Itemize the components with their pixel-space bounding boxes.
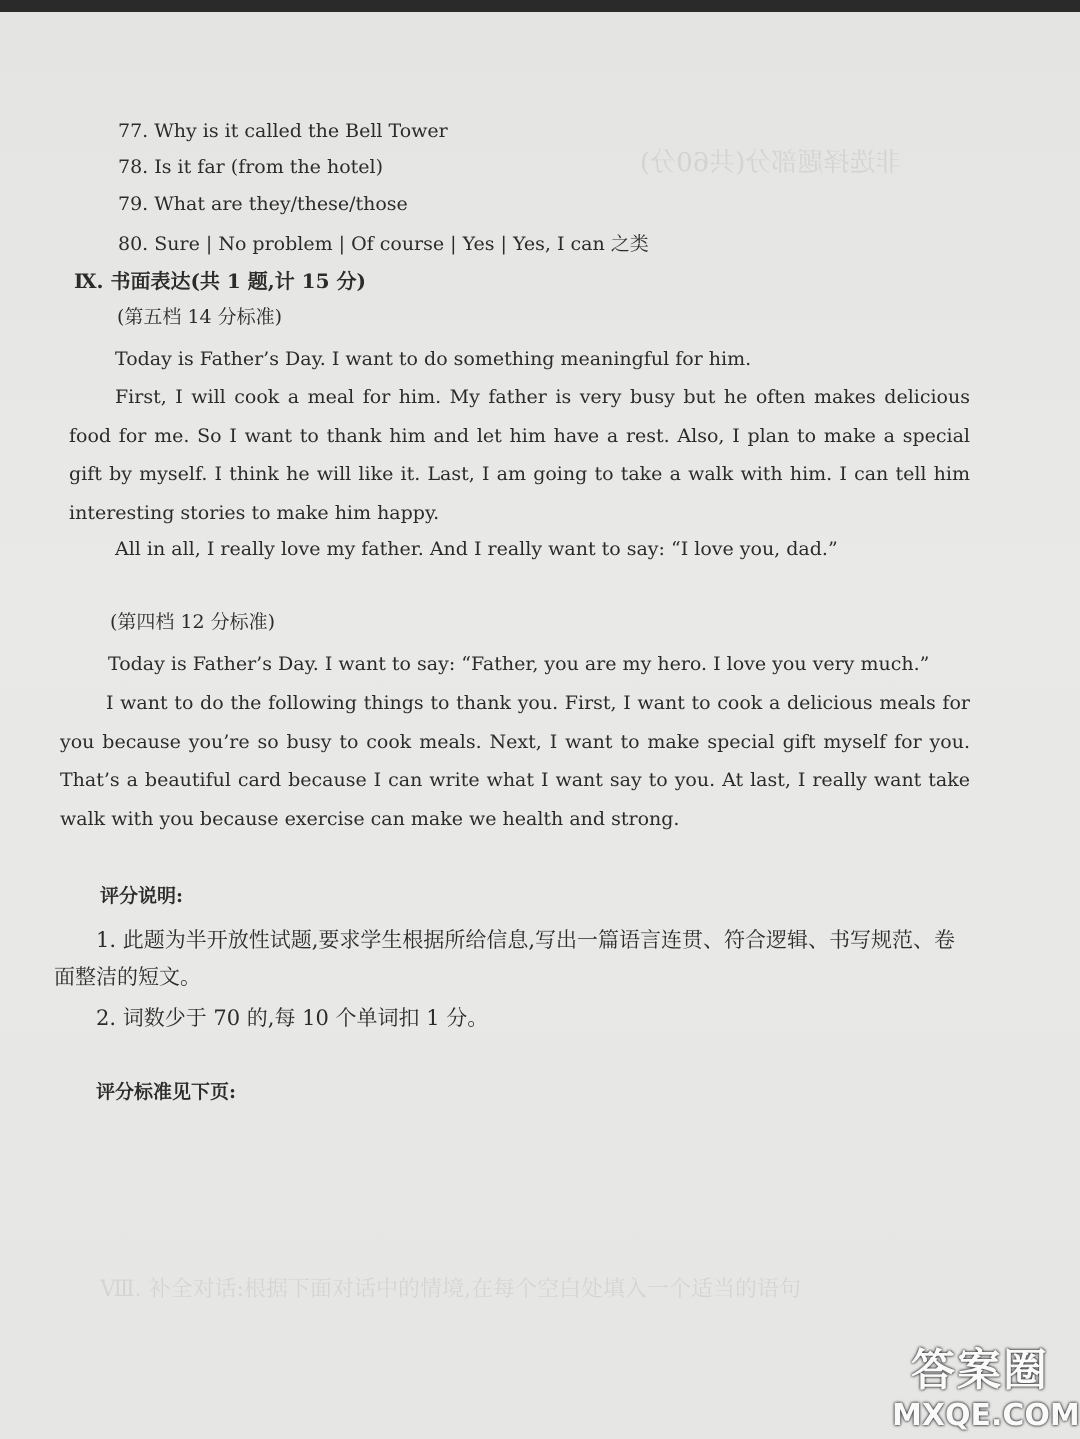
tier5-label: (第五档 14 分标准) xyxy=(117,306,283,328)
tier5-paragraph-3: All in all, I really love my father. And I really want to say: “I love you, dad.” xyxy=(115,538,838,560)
tier4-label: (第四档 12 分标准) xyxy=(110,611,276,633)
tier5-paragraph-2: First, I will cook a meal for him. My father is very busy but he often makes delicious food for me. So I want to thank him and let him have a rest. Also, I plan to make a special gift by myself. I think he will like it. Last, I am going to take a walk with him. I can tell him interesting stories to make him happy. xyxy=(69,386,970,524)
answer-77: 77. Why is it called the Bell Tower xyxy=(118,120,448,142)
scoring-item-2: 2. 词数少于 70 的,每 10 个单词扣 1 分。 xyxy=(96,1006,489,1030)
scoring-title: 评分说明: xyxy=(100,885,184,907)
scoring-footer: 评分标准见下页: xyxy=(96,1081,237,1103)
watermark-logo: 答案圈 MXQE.COM xyxy=(892,1345,1080,1433)
tier5-paragraph-1: Today is Father’s Day. I want to do something meaningful for him. xyxy=(115,348,752,370)
section-title: Ⅸ. 书面表达(共 1 题,计 15 分) xyxy=(74,269,366,293)
document-page xyxy=(0,12,1080,1439)
answer-78: 78. Is it far (from the hotel) xyxy=(118,156,384,178)
answer-79: 79. What are they/these/those xyxy=(118,193,408,215)
bleed-through-decoration: 非选择题部分(共60分) xyxy=(640,148,902,178)
tier4-paragraph-1: Today is Father’s Day. I want to say: “Father, you are my hero. I love you very much.” xyxy=(108,653,930,675)
answer-80: 80. Sure | No problem | Of course | Yes | Yes, I can 之类 xyxy=(118,233,649,255)
bleed-through-decoration: Ⅷ. 补全对话:根据下面对话中的情境,在每个空白处填入一个适当的语句 xyxy=(100,1277,802,1302)
tier4-paragraph-2: I want to do the following things to thank you. First, I want to cook a delicious meals for you because you’re so busy to cook meals. Next, I want to make special gift myself for you. That’s a beautiful card because I can write what I want say to you. At last, I really want take walk with you because exercise can make we health and strong. xyxy=(60,692,970,830)
scoring-item-1: 1. 此题为半开放性试题,要求学生根据所给信息,写出一篇语言连贯、符合逻辑、书写规范、卷面整洁的短文。 xyxy=(54,928,956,989)
